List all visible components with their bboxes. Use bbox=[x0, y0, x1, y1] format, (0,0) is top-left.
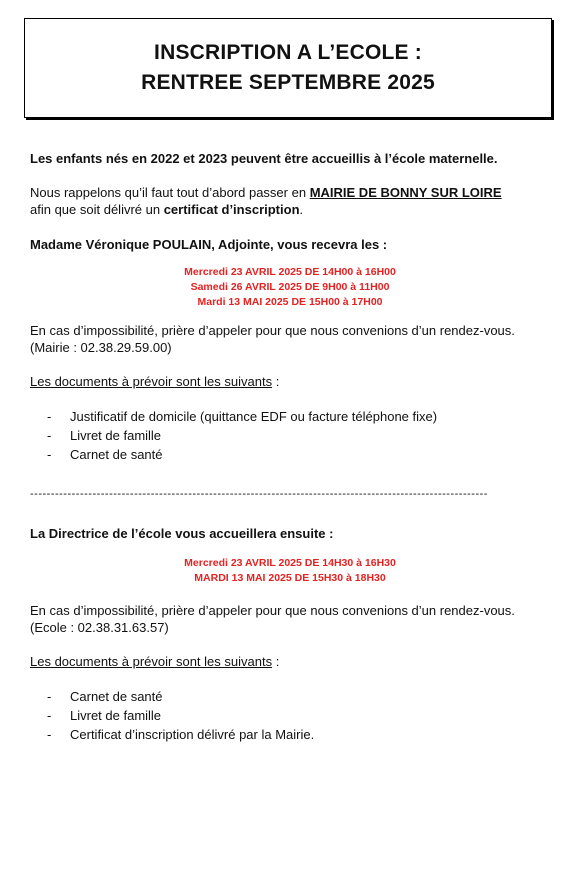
list-dash: - bbox=[47, 727, 52, 742]
ecole-docs-list bbox=[30, 687, 550, 744]
list-item-text: Livret de famille bbox=[70, 428, 162, 443]
mairie-date: Mercredi 23 AVRIL 2025 DE 14H00 à 16H00 bbox=[184, 266, 396, 278]
list-item bbox=[30, 706, 550, 725]
mairie-heading: Madame Véronique POULAIN, Adjointe, vous recevra les : bbox=[30, 237, 388, 252]
list-dash: - bbox=[47, 409, 52, 424]
mairie-date: Samedi 26 AVRIL 2025 DE 9H00 à 11H00 bbox=[190, 281, 390, 293]
mairie-reminder-end: . bbox=[299, 202, 304, 217]
list-dash: - bbox=[47, 447, 52, 462]
mairie-docs-heading bbox=[30, 373, 550, 390]
mairie-date: Mardi 13 MAI 2025 DE 15H00 à 17H00 bbox=[197, 296, 383, 308]
list-item-text: Carnet de santé bbox=[70, 447, 163, 462]
mairie-docs-heading-colon: : bbox=[272, 374, 280, 389]
ecole-docs-heading bbox=[30, 653, 550, 670]
list-item bbox=[30, 445, 550, 464]
mairie-reminder-pre: Nous rappelons qu’il faut tout d’abord passer en bbox=[30, 185, 310, 200]
list-item bbox=[30, 725, 550, 744]
ecole-dates bbox=[30, 556, 550, 586]
list-item-text: Certificat d’inscription délivré par la Mairie. bbox=[70, 727, 315, 742]
list-dash: - bbox=[47, 708, 52, 723]
document-body bbox=[30, 150, 550, 744]
list-dash: - bbox=[47, 689, 52, 704]
mairie-docs-heading-text: Les documents à prévoir sont les suivants bbox=[30, 374, 273, 389]
ecole-docs-heading-text: Les documents à prévoir sont les suivants bbox=[30, 654, 273, 669]
mairie-dates bbox=[30, 265, 550, 310]
list-item-text: Livret de famille bbox=[70, 708, 162, 723]
title-line-2: RENTREE SEPTEMBRE 2025 bbox=[141, 71, 435, 94]
list-item bbox=[30, 407, 550, 426]
section-separator: -------------------------------------------------------------------------------------------------------------- bbox=[30, 488, 488, 500]
intro-text: Les enfants nés en 2022 et 2023 peuvent être accueillis à l’école maternelle. bbox=[30, 151, 498, 166]
mairie-fallback: En cas d’impossibilité, prière d’appeler pour que nous convenions d’un rendez-vous. (Mairie : 02.38.29.59.00) bbox=[30, 323, 515, 355]
ecole-heading: La Directrice de l’école vous accueillera ensuite : bbox=[30, 526, 334, 541]
ecole-docs-heading-colon: : bbox=[272, 654, 280, 669]
ecole-date: Mercredi 23 AVRIL 2025 DE 14H30 à 16H30 bbox=[184, 557, 396, 569]
certificate-term: certificat d’inscription bbox=[163, 202, 300, 217]
mairie-reminder bbox=[30, 184, 550, 218]
ecole-fallback: En cas d’impossibilité, prière d’appeler pour que nous convenions d’un rendez-vous. (Ecole : 02.38.31.63.57) bbox=[30, 603, 515, 635]
title-line-1: INSCRIPTION A L’ECOLE : bbox=[154, 41, 422, 64]
list-item-text: Justificatif de domicile (quittance EDF ou facture téléphone fixe) bbox=[70, 409, 438, 424]
mairie-reminder-mid: afin que soit délivré un bbox=[30, 202, 164, 217]
list-dash: - bbox=[47, 428, 52, 443]
mairie-place: MAIRIE DE BONNY SUR LOIRE bbox=[309, 185, 502, 200]
mairie-docs-list bbox=[30, 407, 550, 464]
title-box bbox=[24, 18, 552, 118]
list-item-text: Carnet de santé bbox=[70, 689, 163, 704]
list-item bbox=[30, 426, 550, 445]
ecole-date: MARDI 13 MAI 2025 DE 15H30 à 18H30 bbox=[194, 572, 386, 584]
list-item bbox=[30, 687, 550, 706]
